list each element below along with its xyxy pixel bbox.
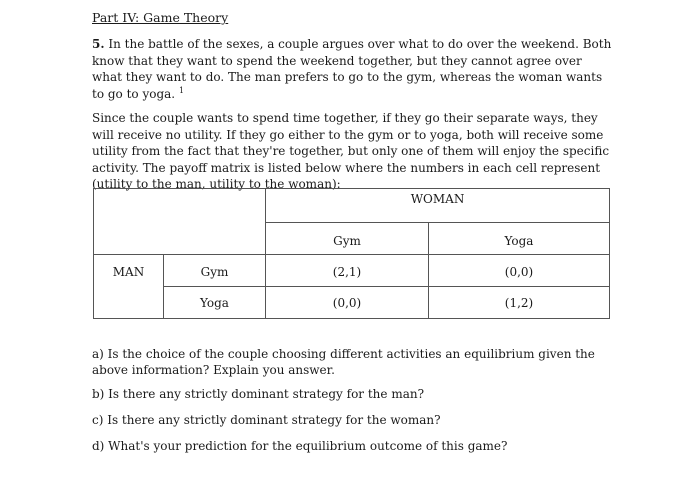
payoff-matrix-table	[93, 188, 610, 319]
footnote-marker: 1	[178, 85, 185, 95]
subquestion-d: d) What's your prediction for the equilibrium outcome of this game?	[92, 439, 508, 453]
column-player-header: WOMAN	[266, 189, 610, 223]
row-player-header: MAN	[94, 255, 164, 319]
row-strategy-gym: Gym	[164, 255, 266, 287]
row-strategy-yoga: Yoga	[164, 287, 266, 319]
document-page	[92, 10, 612, 453]
cell-gym-yoga: (0,0)	[429, 255, 610, 287]
question-number: 5.	[92, 37, 105, 51]
subquestion-a: a) Is the choice of the couple choosing different activities an equilibrium given the above information? Explain you answer.	[92, 347, 595, 377]
column-strategy-yoga: Yoga	[429, 223, 610, 255]
question-intro-text: In the battle of the sexes, a couple argues over what to do over the weekend. Both know that they want to spend the weekend together, but they cannot agree over what they want to do. The man prefers to go to the gym, whereas the woman wants to go to yoga.	[92, 37, 612, 101]
empty-corner-cell	[94, 189, 266, 255]
subquestion-c: c) Is there any strictly dominant strategy for the woman?	[92, 413, 441, 427]
question-intro	[92, 36, 612, 102]
part-title: Part IV: Game Theory	[92, 10, 229, 25]
cell-gym-gym: (2,1)	[266, 255, 429, 287]
subquestion-b: b) Is there any strictly dominant strategy for the man?	[92, 387, 425, 401]
question-paragraph-2: Since the couple wants to spend time together, if they go their separate ways, they will receive no utility. If they go either to the gym or to yoga, both will receive some utility from the fact that they're together, but only one of them will enjoy the specific activity. The payoff matrix is listed below where the numbers in each cell represent (utility to the man, utility to the woman):	[92, 111, 610, 191]
cell-yoga-yoga: (1,2)	[429, 287, 610, 319]
cell-yoga-gym: (0,0)	[266, 287, 429, 319]
column-strategy-gym: Gym	[266, 223, 429, 255]
